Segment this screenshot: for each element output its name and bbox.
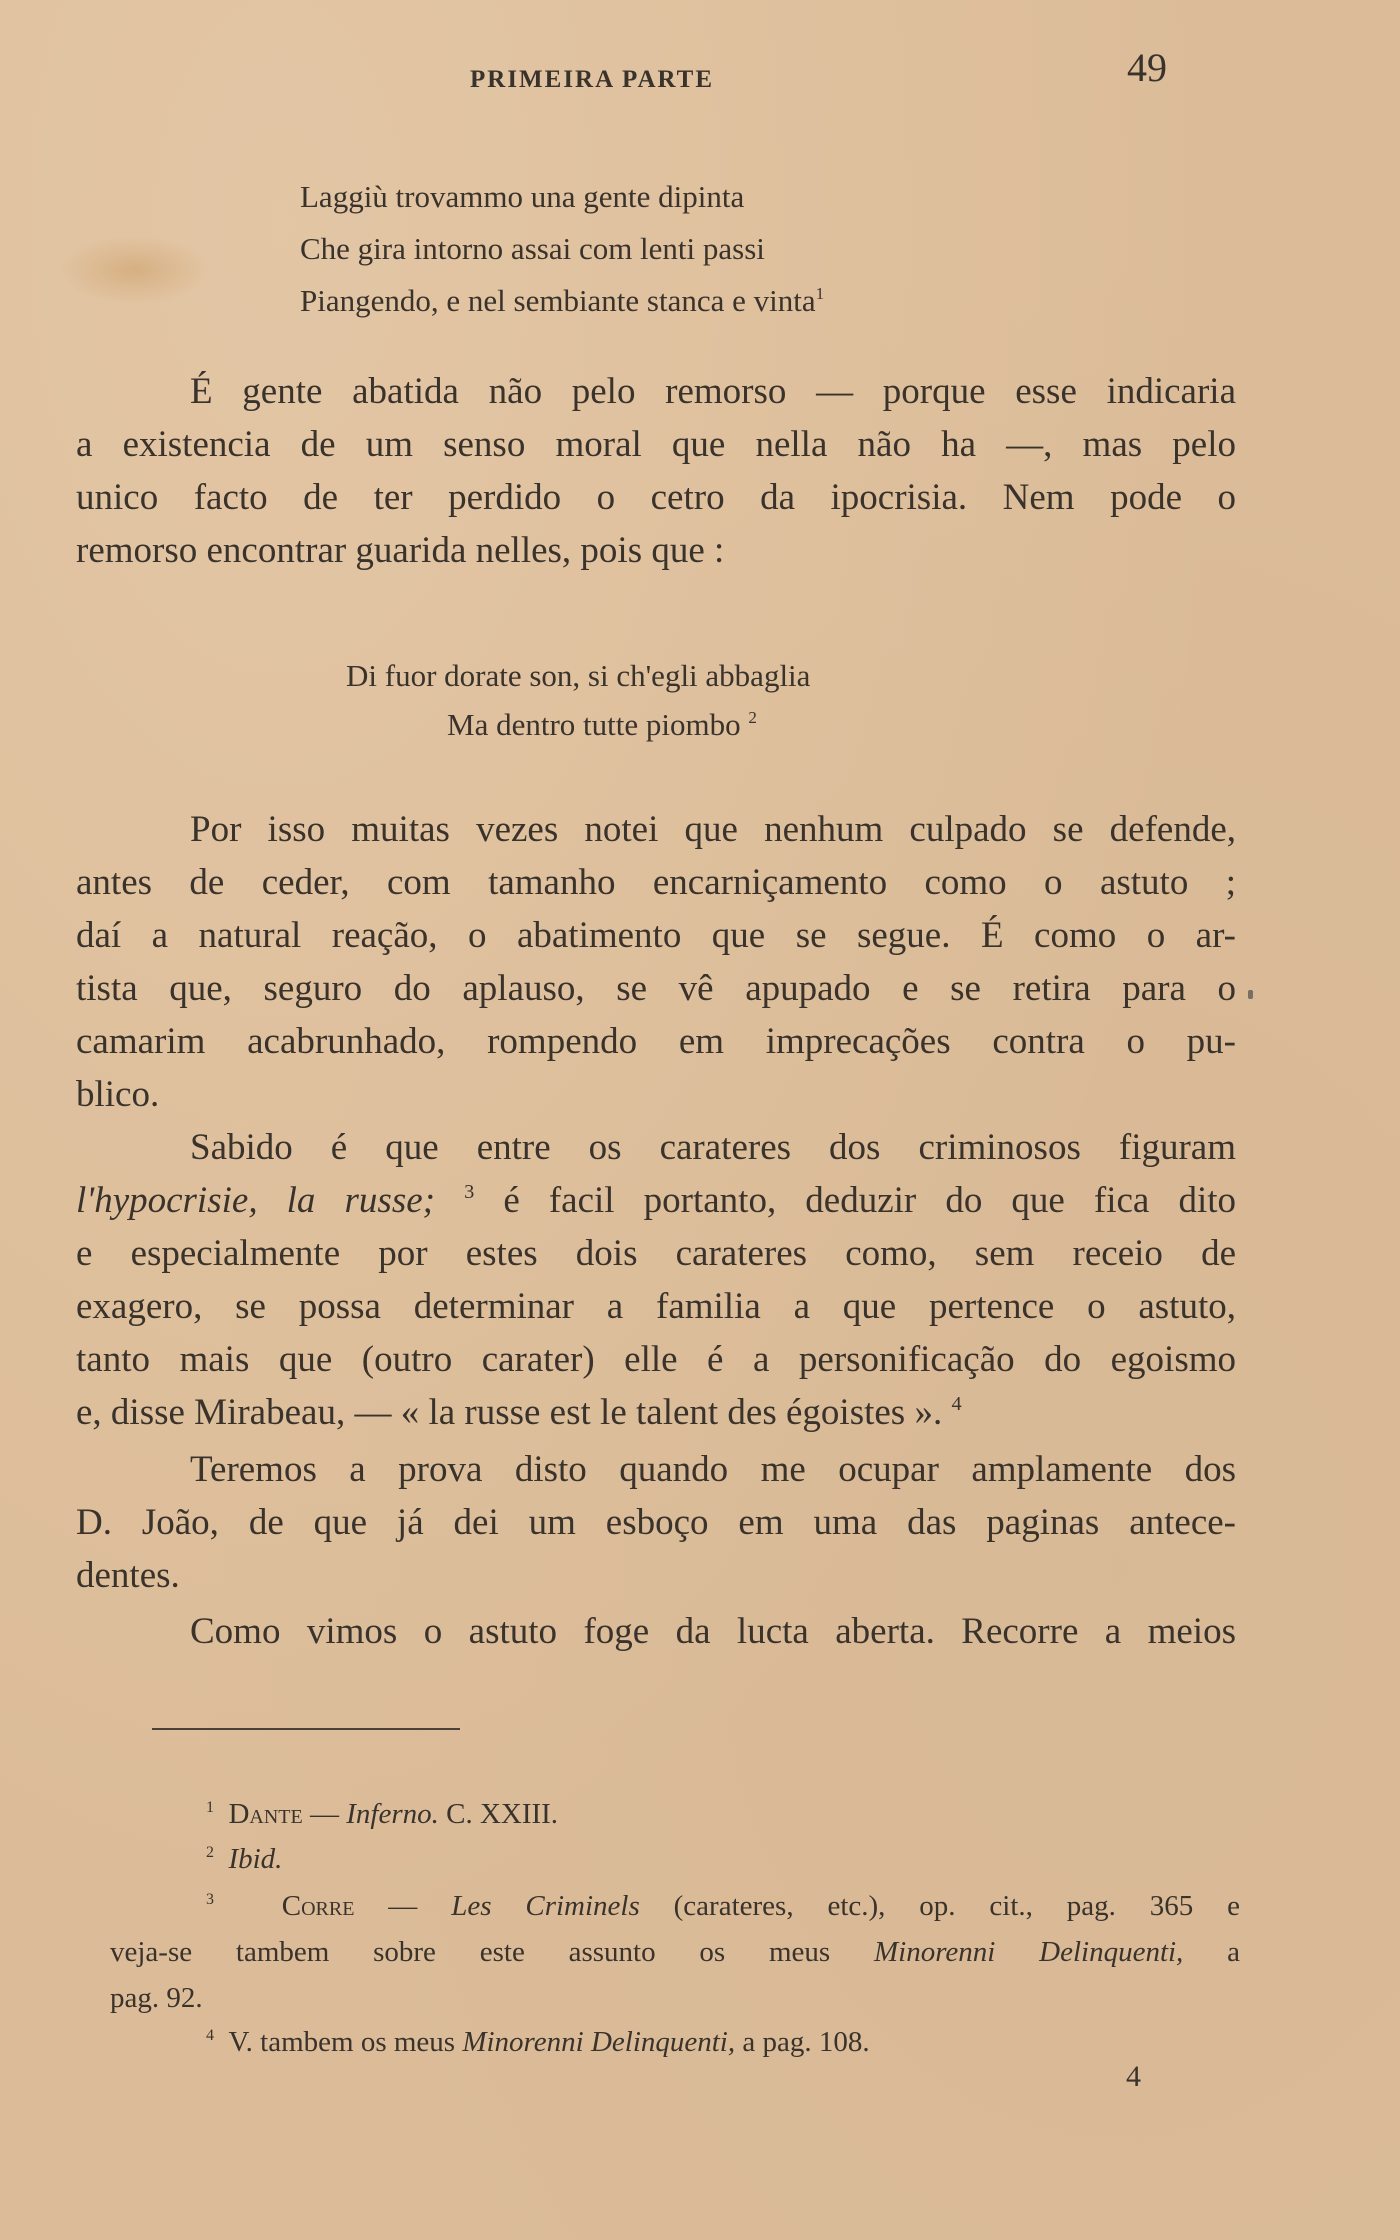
verse-line: Che gira intorno assai com lenti passi: [300, 231, 765, 266]
footnote-ref: 4: [951, 1392, 962, 1415]
footnote-title: Les Criminels: [451, 1890, 640, 1922]
paper-stain: [60, 235, 210, 305]
paragraph-line: tista que, seguro do aplauso, se vê apupado e se retira para o: [76, 968, 1236, 1009]
footnote-text: V. tambem os meus: [228, 2026, 463, 2058]
footnote-2: [206, 1843, 282, 1875]
paragraph-line: [76, 1181, 1236, 1221]
footnote-text: (carateres, etc.), op. cit., pag. 365 e: [639, 1890, 1241, 1922]
paragraph-line: exagero, se possa determinar a familia a que pertence o astuto,: [76, 1286, 1236, 1327]
signature-mark: 4: [1126, 2060, 1141, 2093]
italic-phrase: l'hypocrisie, la russe;: [76, 1180, 435, 1221]
footnote-3-line-2: [110, 1936, 1240, 1968]
paragraph-line: [76, 1393, 962, 1433]
ink-speck: [1248, 990, 1253, 999]
footnote-4: [206, 2026, 870, 2058]
footnote-ref: 3: [464, 1180, 475, 1203]
paragraph-line: Como vimos o astuto foge da lucta aberta. Recorre a meios: [190, 1611, 1236, 1652]
paragraph-line: camarim acabrunhado, rompendo em imprecações contra o pu-: [76, 1021, 1236, 1062]
footnote-number: 3: [206, 1890, 214, 1908]
paragraph-line: e especialmente por estes dois carateres como, sem receio de: [76, 1233, 1236, 1274]
verse-line: Di fuor dorate son, si ch'egli abbaglia: [346, 658, 811, 693]
paragraph-line: blico.: [76, 1074, 160, 1115]
footnote-text: C. XXIII.: [438, 1798, 559, 1830]
paragraph-line: dentes.: [76, 1555, 180, 1596]
paragraph-line: daí a natural reação, o abatimento que se segue. É como o ar-: [76, 915, 1236, 956]
paragraph-line: tanto mais que (outro carater) elle é a personificação do egoismo: [76, 1339, 1236, 1380]
footnote-number: 2: [206, 1843, 214, 1861]
verse-line: [300, 284, 824, 318]
paragraph-line: unico facto de ter perdido o cetro da ipocrisia. Nem pode o: [76, 477, 1236, 518]
footnote-text: a: [1183, 1936, 1240, 1968]
footnote-ref: 2: [748, 708, 757, 728]
footnote-number: 4: [206, 2026, 214, 2044]
footnote-rule: [152, 1728, 460, 1730]
paragraph-line: D. João, de que já dei um esboço em uma das paginas antece-: [76, 1502, 1236, 1543]
footnote-title: Ibid.: [228, 1843, 283, 1875]
footnote-author: Dante: [228, 1798, 303, 1830]
running-head: PRIMEIRA PARTE: [470, 66, 715, 93]
paragraph-line: Sabido é que entre os carateres dos criminosos figuram: [190, 1127, 1236, 1168]
footnote-title: Inferno.: [346, 1798, 439, 1830]
paragraph-line: remorso encontrar guarida nelles, pois que :: [76, 530, 725, 571]
verse-line: [447, 708, 757, 742]
page-number: 49: [1127, 45, 1167, 90]
paragraph-text: e, disse Mirabeau, — « la russe est le talent des égoistes ».: [76, 1392, 943, 1433]
footnote-text: veja-se tambem sobre este assunto os meus: [110, 1936, 874, 1968]
paragraph-line: antes de ceder, com tamanho encarniçamento como o astuto ;: [76, 862, 1236, 903]
footnote-text: a pag. 108.: [735, 2026, 870, 2058]
verse-text: Piangendo, e nel sembiante stanca e vinta: [300, 283, 816, 318]
footnote-ref: 1: [815, 284, 825, 304]
footnote-3-line-3: pag. 92.: [110, 1982, 203, 2014]
footnote-3: [206, 1890, 1240, 1922]
paragraph-line: Por isso muitas vezes notei que nenhum culpado se defende,: [190, 809, 1236, 850]
footnote-author: Corre: [281, 1890, 355, 1922]
footnote-1: [206, 1798, 558, 1830]
paragraph-line: É gente abatida não pelo remorso — porque esse indicaria: [190, 371, 1236, 412]
footnote-dash: —: [302, 1798, 347, 1830]
paragraph-line: a existencia de um senso moral que nella não ha —, mas pelo: [76, 424, 1236, 465]
footnote-number: 1: [206, 1798, 214, 1816]
paragraph-text: é facil portanto, deduzir do que fica dito: [474, 1180, 1237, 1221]
verse-text: Ma dentro tutte piombo: [447, 707, 741, 742]
footnote-dash: —: [354, 1890, 452, 1922]
footnote-title: Minorenni Delinquenti,: [874, 1936, 1184, 1968]
verse-line: Laggiù trovammo una gente dipinta: [300, 179, 745, 214]
footnote-title: Minorenni Delinquenti,: [462, 2026, 736, 2058]
paragraph-line: Teremos a prova disto quando me ocupar amplamente dos: [190, 1449, 1236, 1490]
